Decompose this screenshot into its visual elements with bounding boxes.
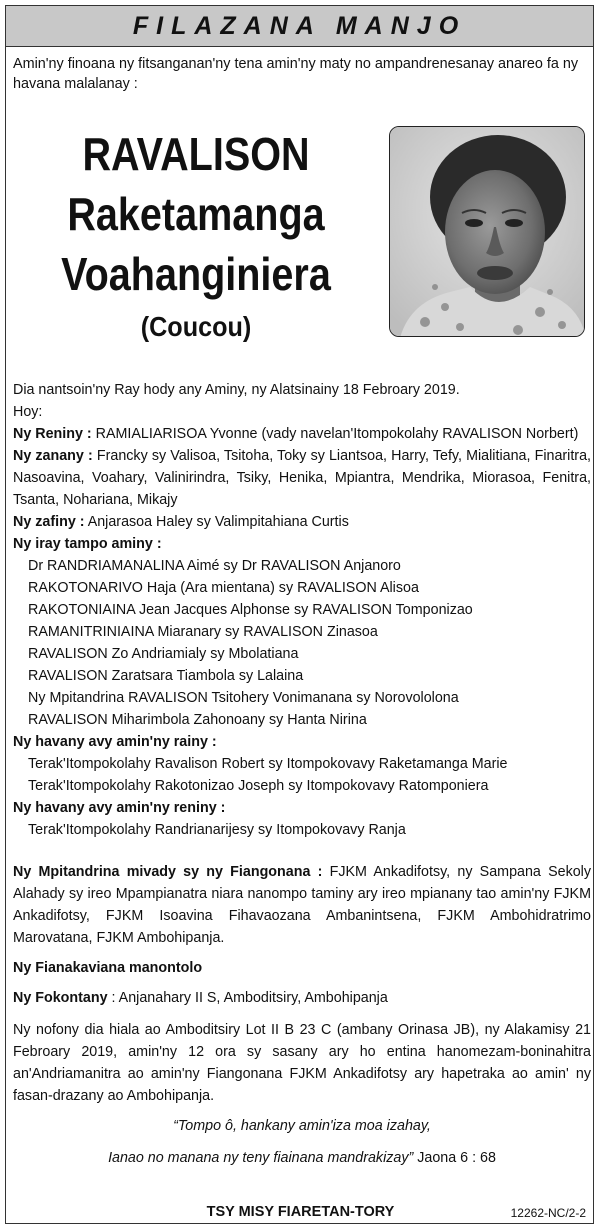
intro-text: Amin'ny finoana ny fitsanganan'ny tena amin'ny maty no ampandrenesanay anareo fa ny havana malalanay : [13,56,579,92]
banner [6,6,593,47]
church-label: Ny Mpitandrina mivady sy ny Fiangonana : [13,864,323,880]
verse-text: Ianao no manana ny teny fiainana mandrakizay” [108,1150,414,1166]
death-announcement: Dia nantsoin'ny Ray hody any Aminy, ny Alatsinainy 18 Febroary 2019. [13,382,460,398]
fokontany-entry [13,987,591,1009]
deceased-portrait-photo [389,126,585,337]
deceased-name-block [16,124,376,348]
grandchildren-entry [13,511,591,533]
reference-code: 12262-NC/2-2 [510,1206,586,1220]
notice-body [13,379,591,1169]
father-side-item: Terak'Itompokolahy Ravalison Robert sy Itompokovavy Raketamanga Marie [28,756,508,772]
friends-label: Ny Fianakaviana manontolo [13,960,203,976]
church-entry [13,861,591,949]
verse-line-2 [13,1147,591,1169]
fokontany-value: : Anjanahary II S, Amboditsiry, Ambohipanja [111,990,388,1006]
hoy-label: Hoy: [13,404,43,420]
children-label: Ny zanany : [13,448,93,464]
sibling-item: RAKOTONIAINA Jean Jacques Alphonse sy RAVALISON Tomponizao [28,602,473,618]
sibling-item: RAKOTONARIVO Haja (Ara mientana) sy RAVALISON Alisoa [28,580,419,596]
sibling-item: Dr RANDRIAMANALINA Aimé sy Dr RAVALISON Anjanoro [28,558,401,574]
obituary-notice [5,5,594,1224]
sibling-item: RAVALISON Zo Andriamialy sy Mbolatiana [28,646,299,662]
sibling-item: Ny Mpitandrina RAVALISON Tsitohery Vonimanana sy Norovololona [28,690,459,706]
deceased-surname: RAVALISON [82,128,310,180]
grandchildren-value: Anjarasoa Haley sy Valimpitahiana Curtis [87,514,349,530]
verse-line-1: “Tompo ô, hankany amin'iza moa izahay, [173,1118,431,1134]
deceased-middle-name: Voahanginiera [61,248,331,300]
verse-reference: Jaona 6 : 68 [413,1150,496,1166]
children-value: Francky sy Valisoa, Tsitoha, Toky sy Liantsoa, Harry, Tefy, Mialitiana, Finaritra, Nasoavina, Voahary, Valinirindra, Tsiky, Henika, Mpiantra, Mendrika, Miorasoa, Fenitra, Tsanta, Nohariana, Mikajy [13,448,591,508]
footer [13,1204,588,1224]
siblings-label: Ny iray tampo aminy : [13,536,162,552]
signature-line: TSY MISY FIARETAN-TORY [206,1204,395,1220]
father-side-item: Terak'Itompokolahy Rakotonizao Joseph sy Itompokovavy Ratomponiera [28,778,489,794]
deceased-nickname: (Coucou) [140,311,252,342]
sibling-item: RAVALISON Miharimbola Zahonoany sy Hanta Nirina [28,712,367,728]
mother-entry [13,423,591,445]
grandchildren-label: Ny zafiny : [13,514,85,530]
mother-label: Ny Reniny : [13,426,92,442]
sibling-item: RAMANITRINIAINA Miaranary sy RAVALISON Zinasoa [28,624,378,640]
fokontany-label: Ny Fokontany [13,990,108,1006]
mother-value: RAMIALIARISOA Yvonne (vady navelan'Itompokolahy RAVALISON Norbert) [95,426,579,442]
father-side-label: Ny havany avy amin'ny rainy : [13,734,217,750]
church-value: FJKM Ankadifotsy, ny Sampana Sekoly Alahady sy ireo Mpampianatra niara nanompo taminy ary ireo mpianany tao amin'ny FJKM Ankadifotsy, FJKM Isoavina Fihavaozana Ambanintsena, FJKM Ambohidratrimo Marovatana, FJKM Ambohipanja. [13,864,591,946]
banner-title: FILAZANA MANJO [132,11,467,40]
funeral-details: Ny nofony dia hiala ao Amboditsiry Lot II B 23 C (ambany Orinasa JB), ny Alakamisy 21 Febroary 2019, amin'ny 12 ora sy sasany ary ho entina hanomezam-boninahitra an'Andriamanitra ao amin'ny Fiangonana FJKM Ankadifotsy ary hapetraka ao amin' ny fasan-drazany ao Ambohipanja. [13,1022,591,1104]
mother-side-item: Terak'Itompokolahy Randrianarijesy sy Itompokovavy Ranja [28,822,406,838]
children-entry [13,445,591,511]
mother-side-label: Ny havany avy amin'ny reniny : [13,800,226,816]
sibling-item: RAVALISON Zaratsara Tiambola sy Lalaina [28,668,304,684]
deceased-first-name: Raketamanga [67,188,325,240]
